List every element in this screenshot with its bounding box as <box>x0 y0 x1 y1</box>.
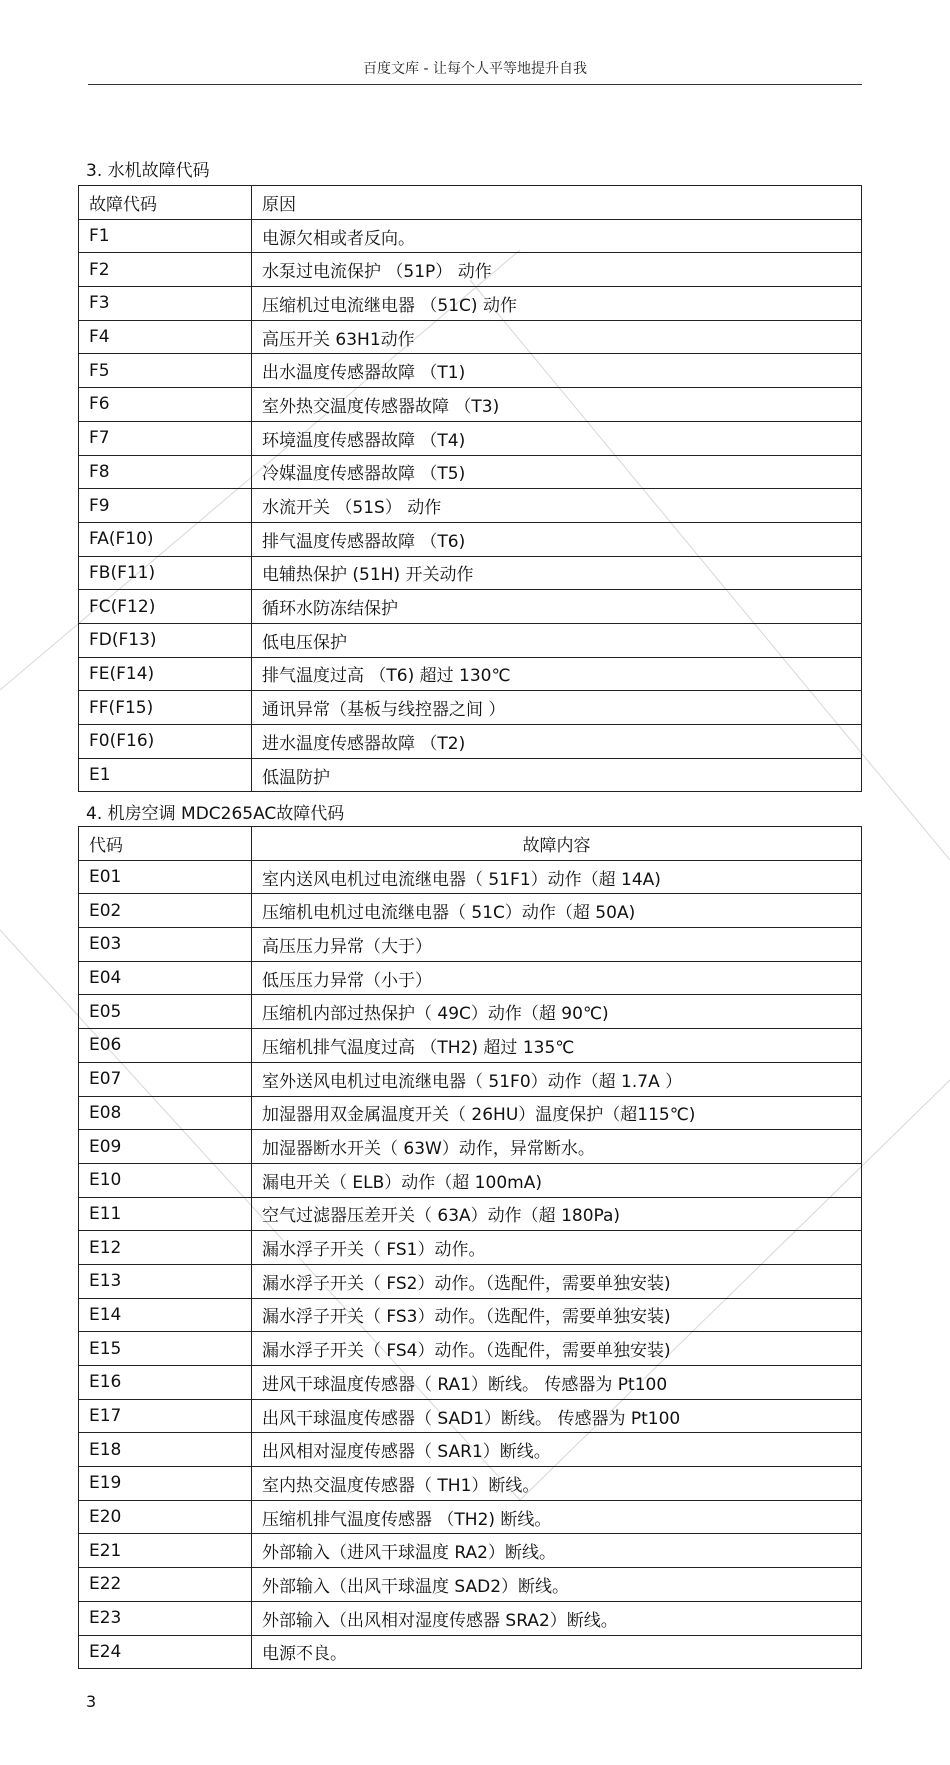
table-row <box>79 219 862 253</box>
table-row <box>79 320 862 354</box>
table-row <box>79 1366 862 1400</box>
column-header: 代码 <box>79 827 252 861</box>
page-number: 3 <box>86 1692 97 1711</box>
fault-code: FB(F11) <box>79 556 252 590</box>
table-row <box>79 1231 862 1265</box>
table-row <box>79 758 862 792</box>
fault-description: 水流开关 （51S） 动作 <box>252 489 862 523</box>
table-row <box>79 1568 862 1602</box>
table-row <box>79 1601 862 1635</box>
table-row <box>79 522 862 556</box>
fault-code: E21 <box>79 1534 252 1568</box>
fault-description: 电辅热保护 (51H) 开关动作 <box>252 556 862 590</box>
fault-description: 漏水浮子开关（ FS4）动作。（选配件，需要单独安装) <box>252 1332 862 1366</box>
fault-code: E13 <box>79 1264 252 1298</box>
table-row <box>79 1096 862 1130</box>
room-ac-fault-table <box>78 826 862 1669</box>
fault-description: 通讯异常（基板与线控器之间 ） <box>252 691 862 725</box>
fault-description: 外部输入（出风干球温度 SAD2）断线。 <box>252 1568 862 1602</box>
fault-description: 外部输入（出风相对湿度传感器 SRA2）断线。 <box>252 1601 862 1635</box>
fault-code: FA(F10) <box>79 522 252 556</box>
fault-description: 室内送风电机过电流继电器（ 51F1）动作（超 14A) <box>252 860 862 894</box>
fault-code: E12 <box>79 1231 252 1265</box>
water-unit-fault-table <box>78 185 862 792</box>
table-row <box>79 1433 862 1467</box>
fault-description: 循环水防冻结保护 <box>252 590 862 624</box>
fault-code: E06 <box>79 1029 252 1063</box>
fault-code: E22 <box>79 1568 252 1602</box>
table-row <box>79 1534 862 1568</box>
fault-description: 电源不良。 <box>252 1635 862 1669</box>
fault-description: 环境温度传感器故障 （T4) <box>252 421 862 455</box>
table-row <box>79 1332 862 1366</box>
fault-code: E23 <box>79 1601 252 1635</box>
table-row <box>79 894 862 928</box>
fault-code: E09 <box>79 1130 252 1164</box>
fault-code: FD(F13) <box>79 623 252 657</box>
fault-description: 压缩机内部过热保护（ 49C）动作（超 90℃) <box>252 995 862 1029</box>
fault-description: 漏水浮子开关（ FS2）动作。（选配件，需要单独安装) <box>252 1264 862 1298</box>
fault-code: F8 <box>79 455 252 489</box>
fault-description: 高压开关 63H1动作 <box>252 320 862 354</box>
fault-description: 进水温度传感器故障 （T2) <box>252 725 862 759</box>
table-header-row <box>79 827 862 861</box>
fault-code: E1 <box>79 758 252 792</box>
table-row <box>79 860 862 894</box>
column-header: 故障内容 <box>252 827 862 861</box>
table-row <box>79 590 862 624</box>
table-row <box>79 691 862 725</box>
fault-description: 压缩机排气温度过高 （TH2) 超过 135℃ <box>252 1029 862 1063</box>
table-row <box>79 1130 862 1164</box>
fault-code: E15 <box>79 1332 252 1366</box>
column-header: 原因 <box>252 186 862 220</box>
fault-code: E18 <box>79 1433 252 1467</box>
table-row <box>79 1264 862 1298</box>
fault-code: F7 <box>79 421 252 455</box>
fault-description: 漏水浮子开关（ FS3）动作。（选配件，需要单独安装) <box>252 1298 862 1332</box>
table-row <box>79 1467 862 1501</box>
column-header: 故障代码 <box>79 186 252 220</box>
fault-code: E02 <box>79 894 252 928</box>
table-row <box>79 1029 862 1063</box>
fault-description: 室外送风电机过电流继电器（ 51F0）动作（超 1.7A ） <box>252 1062 862 1096</box>
fault-description: 低压压力异常（小于） <box>252 961 862 995</box>
table-row <box>79 1062 862 1096</box>
fault-code: FF(F15) <box>79 691 252 725</box>
fault-code: FC(F12) <box>79 590 252 624</box>
table-row <box>79 961 862 995</box>
fault-code: F1 <box>79 219 252 253</box>
fault-code: E07 <box>79 1062 252 1096</box>
fault-description: 冷媒温度传感器故障 （T5) <box>252 455 862 489</box>
fault-description: 高压压力异常（大于） <box>252 928 862 962</box>
fault-code: F0(F16) <box>79 725 252 759</box>
fault-description: 外部输入（进风干球温度 RA2）断线。 <box>252 1534 862 1568</box>
fault-code: E20 <box>79 1500 252 1534</box>
fault-description: 室内热交温度传感器（ TH1）断线。 <box>252 1467 862 1501</box>
fault-description: 低电压保护 <box>252 623 862 657</box>
fault-description: 出风干球温度传感器（ SAD1）断线。 传感器为 Pt100 <box>252 1399 862 1433</box>
table-row <box>79 1500 862 1534</box>
table-row <box>79 928 862 962</box>
fault-code: F9 <box>79 489 252 523</box>
fault-code: E14 <box>79 1298 252 1332</box>
fault-description: 排气温度传感器故障 （T6) <box>252 522 862 556</box>
fault-code: E16 <box>79 1366 252 1400</box>
table-row <box>79 1163 862 1197</box>
table-row <box>79 388 862 422</box>
fault-code: E17 <box>79 1399 252 1433</box>
table-row <box>79 1399 862 1433</box>
table-row <box>79 354 862 388</box>
fault-code: E05 <box>79 995 252 1029</box>
fault-description: 电源欠相或者反向。 <box>252 219 862 253</box>
fault-description: 水泵过电流保护 （51P） 动作 <box>252 253 862 287</box>
fault-code: F4 <box>79 320 252 354</box>
table-header-row <box>79 186 862 220</box>
fault-description: 漏水浮子开关（ FS1）动作。 <box>252 1231 862 1265</box>
fault-description: 低温防护 <box>252 758 862 792</box>
fault-code: E08 <box>79 1096 252 1130</box>
fault-description: 加湿器用双金属温度开关（ 26HU）温度保护（超115℃) <box>252 1096 862 1130</box>
fault-description: 压缩机电机过电流继电器（ 51C）动作（超 50A) <box>252 894 862 928</box>
fault-code: F6 <box>79 388 252 422</box>
fault-code: E19 <box>79 1467 252 1501</box>
table-row <box>79 421 862 455</box>
fault-code: FE(F14) <box>79 657 252 691</box>
fault-description: 进风干球温度传感器（ RA1）断线。 传感器为 Pt100 <box>252 1366 862 1400</box>
fault-code: F2 <box>79 253 252 287</box>
table-row <box>79 623 862 657</box>
fault-description: 出风相对湿度传感器（ SAR1）断线。 <box>252 1433 862 1467</box>
fault-code: E03 <box>79 928 252 962</box>
fault-description: 出水温度传感器故障 （T1) <box>252 354 862 388</box>
fault-description: 室外热交温度传感器故障 （T3) <box>252 388 862 422</box>
section-title-room-ac: 4. 机房空调 MDC265AC故障代码 <box>86 804 345 824</box>
fault-description: 排气温度过高 （T6) 超过 130℃ <box>252 657 862 691</box>
fault-code: E11 <box>79 1197 252 1231</box>
page-header: 百度文库 - 让每个人平等地提升自我 <box>88 54 862 85</box>
table-row <box>79 489 862 523</box>
fault-code: E24 <box>79 1635 252 1669</box>
table-row <box>79 287 862 321</box>
table-row <box>79 725 862 759</box>
fault-description: 压缩机过电流继电器 （51C) 动作 <box>252 287 862 321</box>
table-row <box>79 253 862 287</box>
fault-code: F5 <box>79 354 252 388</box>
table-row <box>79 657 862 691</box>
fault-code: F3 <box>79 287 252 321</box>
table-row <box>79 1197 862 1231</box>
fault-description: 压缩机排气温度传感器 （TH2) 断线。 <box>252 1500 862 1534</box>
fault-description: 加湿器断水开关（ 63W）动作，异常断水。 <box>252 1130 862 1164</box>
table-row <box>79 1635 862 1669</box>
table-row <box>79 995 862 1029</box>
fault-description: 空气过滤器压差开关（ 63A）动作（超 180Pa) <box>252 1197 862 1231</box>
fault-code: E10 <box>79 1163 252 1197</box>
fault-description: 漏电开关（ ELB）动作（超 100mA) <box>252 1163 862 1197</box>
table-row <box>79 1298 862 1332</box>
fault-code: E04 <box>79 961 252 995</box>
table-row <box>79 556 862 590</box>
section-title-water-unit: 3. 水机故障代码 <box>86 161 210 181</box>
table-row <box>79 455 862 489</box>
fault-code: E01 <box>79 860 252 894</box>
